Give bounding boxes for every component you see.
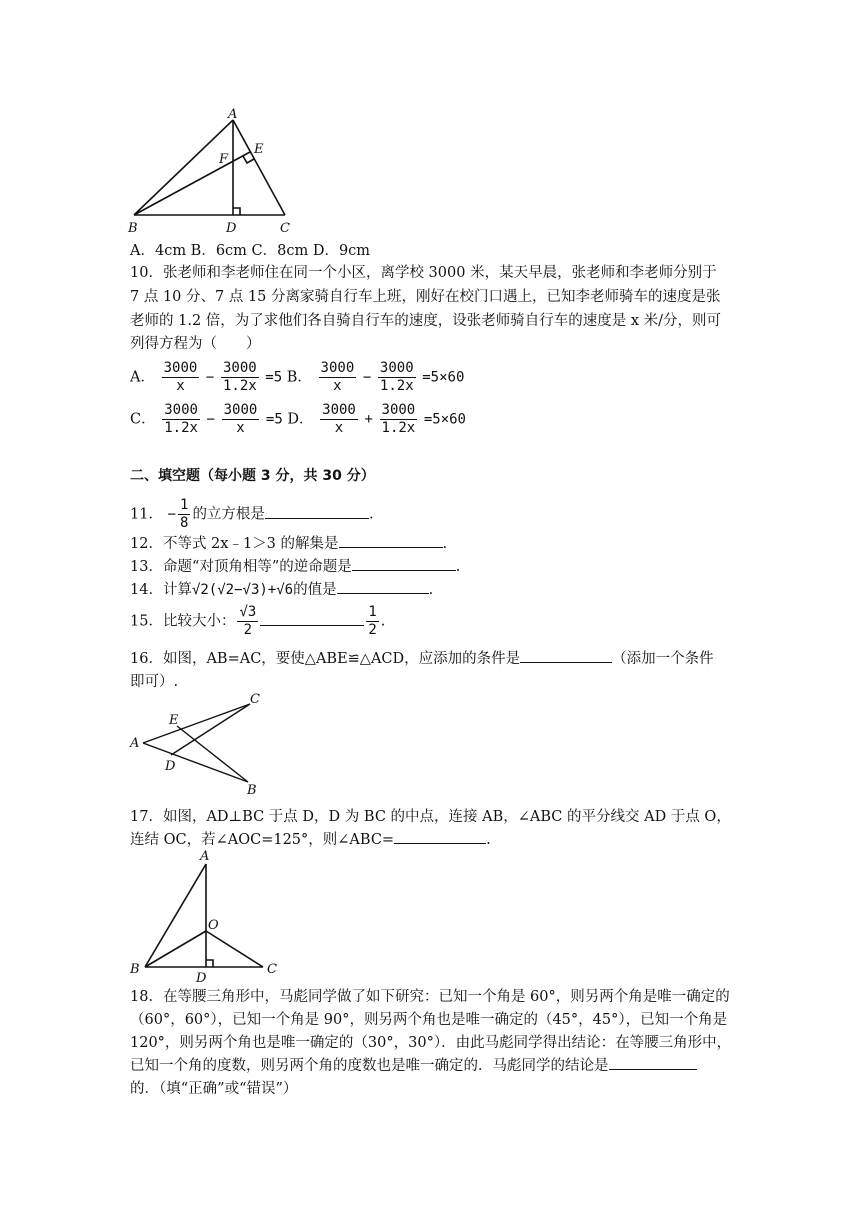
q14-suffix: 的值是 bbox=[293, 582, 337, 598]
q11-answer-blank[interactable] bbox=[265, 504, 369, 519]
q10-option-a-label: A． bbox=[130, 369, 155, 386]
figure-q17 bbox=[128, 846, 288, 986]
label-e: E bbox=[254, 142, 264, 157]
label-d: D bbox=[165, 759, 176, 774]
label-a: A bbox=[200, 849, 210, 864]
label-a: A bbox=[130, 736, 140, 751]
q16-line-2: 即可）. bbox=[130, 674, 179, 690]
q9-options: A．4cm B．6cm C．8cm D．9cm bbox=[130, 243, 371, 259]
q17-text: 连结 OC，若∠AOC=125°，则∠ABC= bbox=[130, 832, 395, 848]
label-c: C bbox=[250, 692, 260, 707]
q18-line-2: （60°，60°），已知一个角是 90°，则另两个角也是唯一确定的（45°，45°），已知一个角是 bbox=[130, 1012, 728, 1028]
q10-line-4: 列得方程为（ ） bbox=[130, 336, 261, 352]
q10-line-1: 10．张老师和李老师住在同一个小区，离学校 3000 米，某天早晨，张老师和李老师分别于 bbox=[130, 265, 717, 281]
q14 bbox=[130, 579, 433, 601]
q10-option-c-label: C． bbox=[130, 411, 156, 428]
q11-minus: − bbox=[167, 506, 176, 523]
q18-answer-blank[interactable] bbox=[609, 1055, 697, 1070]
q18-line-1: 18．在等腰三角形中，马彪同学做了如下研究：已知一个角是 60°，则另两个角是唯一确定的 bbox=[130, 989, 730, 1005]
q18-line-5: 的．（填“正确”或“错误”） bbox=[130, 1081, 298, 1097]
q10-option-c-op: − bbox=[206, 411, 215, 428]
q10-option-a-frac1: $\frac{3000}{x}$ bbox=[163, 360, 198, 394]
q10-option-d-frac2: $\frac{3000}{1.2x}$ bbox=[381, 402, 416, 436]
q17-end: . bbox=[486, 832, 491, 848]
label-e: E bbox=[169, 713, 179, 728]
q12 bbox=[130, 533, 447, 555]
q15-left-fraction: $\frac{√3}{2}$ bbox=[239, 604, 257, 638]
q10-option-b-rhs: =5×60 bbox=[422, 369, 465, 386]
q10-option-b-frac2: $\frac{3000}{1.2x}$ bbox=[379, 360, 414, 394]
q10-options-cd bbox=[130, 402, 466, 437]
label-a: A bbox=[228, 107, 238, 122]
q16-text: 16．如图，AB=AC，要使△ABE≌△ACD，应添加的条件是 bbox=[130, 651, 521, 667]
q16-line-1 bbox=[130, 648, 714, 670]
q12-end: . bbox=[442, 536, 448, 552]
label-o: O bbox=[208, 918, 219, 933]
q13-end: . bbox=[455, 559, 461, 575]
q12-text: 12．不等式 2x﹣1＞3 的解集是 bbox=[130, 536, 339, 552]
q11-fraction: $\frac{1}{8}$ bbox=[180, 497, 189, 531]
q13-text: 13．命题“对顶角相等”的逆命题是 bbox=[130, 559, 352, 575]
q16-tail: （添加一个条件 bbox=[612, 651, 714, 667]
q14-prefix: 14．计算 bbox=[130, 582, 192, 598]
figure-q16 bbox=[128, 690, 268, 798]
q10-options-ab bbox=[130, 360, 464, 395]
q14-end: . bbox=[428, 582, 434, 598]
figure-triangle-abc-q9 bbox=[128, 108, 298, 236]
label-b: B bbox=[130, 962, 140, 977]
label-b: B bbox=[128, 221, 138, 236]
q11-text: 的立方根是 bbox=[192, 506, 265, 523]
q10-line-3: 老师的 1.2 倍，为了求他们各自骑自行车的速度，设张老师骑自行车的速度是 x 米/分，则可 bbox=[130, 313, 722, 329]
q18-text: 已知一个角的度数，则另两个角的度数也是唯一确定的．马彪同学的结论是 bbox=[130, 1058, 609, 1074]
q10-option-a-op: − bbox=[205, 369, 215, 386]
section-2-heading: 二、填空题（每小题 3 分，共 30 分） bbox=[130, 468, 375, 484]
q18-line-4 bbox=[130, 1055, 697, 1077]
q10-option-a-rhs: =5 bbox=[265, 369, 283, 386]
label-f: F bbox=[219, 152, 229, 167]
q17-answer-blank[interactable] bbox=[394, 829, 486, 844]
q11-number: 11． bbox=[130, 506, 163, 523]
label-c: C bbox=[280, 221, 290, 236]
q18-line-3: 120°，则另两个角也是唯一确定的（30°，30°）．由此马彪同学得出结论：在等腰三角形中， bbox=[130, 1035, 732, 1051]
q12-answer-blank[interactable] bbox=[339, 533, 443, 548]
q10-option-b-label: B． bbox=[286, 369, 312, 386]
q14-expression: √2(√2−√3)+√6 bbox=[191, 582, 294, 598]
q13-answer-blank[interactable] bbox=[352, 556, 456, 571]
q17-line-1: 17．如图，AD⊥BC 于点 D，D 为 BC 的中点，连接 AB，∠ABC 的平分线交 AD 于点 O， bbox=[130, 809, 731, 825]
q16-answer-blank[interactable] bbox=[520, 648, 612, 663]
label-b: B bbox=[247, 783, 257, 798]
label-d: D bbox=[196, 971, 207, 986]
q10-line-2: 7 点 10 分、7 点 15 分离家骑自行车上班，刚好在校门口遇上，已知李老师骑车的速度是张 bbox=[130, 289, 721, 305]
q10-option-a-frac2: $\frac{3000}{1.2x}$ bbox=[222, 360, 257, 394]
label-c: C bbox=[267, 962, 277, 977]
q15-end: . bbox=[380, 613, 386, 630]
q10-option-d-op: + bbox=[364, 411, 373, 428]
q10-option-c-rhs: =5 bbox=[265, 411, 283, 428]
q10-option-b-frac1: $\frac{3000}{x}$ bbox=[320, 360, 355, 394]
q10-option-b-op: − bbox=[362, 369, 372, 386]
label-d: D bbox=[226, 221, 237, 236]
q11-end: . bbox=[368, 506, 374, 523]
q13 bbox=[130, 556, 460, 578]
q10-option-c-frac1: $\frac{3000}{1.2x}$ bbox=[164, 402, 198, 436]
q14-answer-blank[interactable] bbox=[337, 579, 429, 594]
q15-prefix: 15．比较大小： bbox=[130, 613, 236, 630]
q11 bbox=[130, 497, 374, 532]
q15-answer-blank[interactable] bbox=[260, 611, 364, 626]
q10-option-c-frac2: $\frac{3000}{x}$ bbox=[223, 402, 258, 436]
q15 bbox=[130, 604, 385, 639]
q10-option-d-label: D． bbox=[287, 411, 314, 428]
q10-option-d-frac1: $\frac{3000}{x}$ bbox=[322, 402, 356, 436]
q15-right-fraction: $\frac{1}{2}$ bbox=[368, 604, 377, 638]
q10-option-d-rhs: =5×60 bbox=[423, 411, 466, 428]
